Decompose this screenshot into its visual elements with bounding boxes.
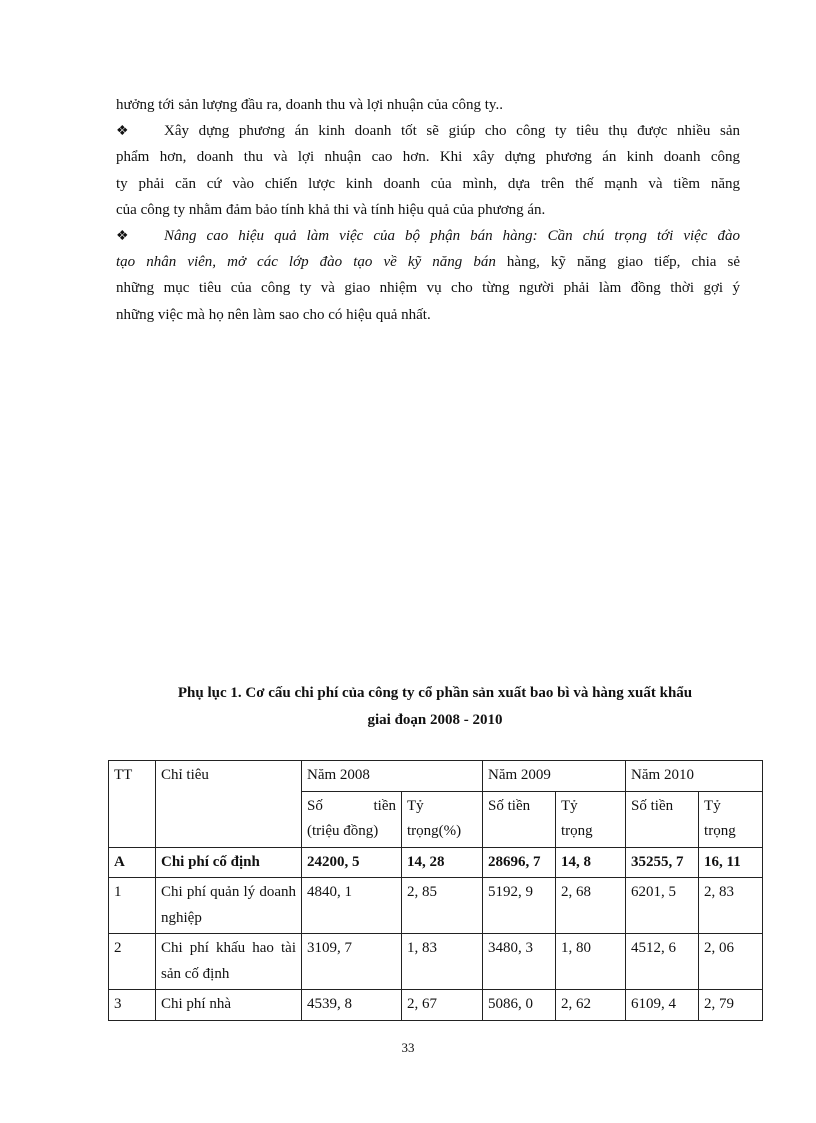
bullet-paragraph-line: ❖ Xây dựng phương án kinh doanh tốt sẽ giúp cho công ty tiêu thụ được nhiều sản (116, 118, 740, 144)
diamond-bullet-icon: ❖ (116, 228, 129, 244)
cell-value-2010: 6201, 5 (626, 878, 699, 934)
cell-percent-2008: 2, 85 (402, 878, 483, 934)
table-row (109, 990, 763, 1021)
body-text (116, 92, 740, 328)
cell-chi-tieu: Chi phí cố định (156, 847, 302, 878)
subheader-ty-trong-2008: Tỷ trọng(%) (402, 791, 483, 847)
cell-percent-2010: 16, 11 (699, 847, 763, 878)
caption-line-1: Phụ lục 1. Cơ cấu chi phí của công ty cổ phần sản xuất bao bì và hàng xuất khẩu (177, 685, 693, 701)
table-row (109, 847, 763, 878)
header-tt: TT (109, 761, 156, 848)
cell-value-2010: 35255, 7 (626, 847, 699, 878)
cell-percent-2008: 2, 67 (402, 990, 483, 1021)
cell-tt: 2 (109, 934, 156, 990)
paragraph-line: phẩm hơn, doanh thu và lợi nhuận cao hơn. Khi xây dựng phương án kinh doanh công (116, 149, 740, 166)
cell-chi-tieu: Chi phí quản lý doanh nghiệp (156, 878, 302, 934)
diamond-bullet-icon: ❖ (116, 124, 129, 140)
header-chi-tieu: Chỉ tiêu (156, 761, 302, 848)
bullet-paragraph-line: ❖ Nâng cao hiệu quả làm việc của bộ phận bán hàng: Cần chú trọng tới việc đào (116, 223, 740, 249)
cell-value-2009: 5086, 0 (483, 990, 556, 1021)
cell-tt: A (109, 847, 156, 878)
cell-tt: 1 (109, 878, 156, 934)
cost-structure-table (108, 760, 763, 1021)
cell-percent-2009: 2, 68 (556, 878, 626, 934)
header-year-2008: Năm 2008 (302, 761, 483, 792)
cell-value-2008: 4539, 8 (302, 990, 402, 1021)
table-caption (108, 680, 762, 734)
cell-value-2008: 24200, 5 (302, 847, 402, 878)
cell-value-2009: 5192, 9 (483, 878, 556, 934)
subheader-ty-trong-2010: Tỷ trọng (699, 791, 763, 847)
table-header-row (109, 761, 763, 792)
cell-value-2009: 3480, 3 (483, 934, 556, 990)
table-row (109, 878, 763, 934)
table-row (109, 934, 763, 990)
paragraph-line: những việc mà họ nên làm sao cho có hiệu quả nhất. (116, 306, 431, 323)
cell-chi-tieu: Chi phí nhà (156, 990, 302, 1021)
cell-percent-2009: 14, 8 (556, 847, 626, 878)
paragraph-line: hưởng tới sản lượng đầu ra, doanh thu và lợi nhuận của công ty.. (116, 97, 503, 113)
paragraph-line: ty phải căn cứ vào chiến lược kinh doanh của mình, dựa trên thế mạnh và tiềm năng (116, 175, 740, 192)
cell-value-2010: 4512, 6 (626, 934, 699, 990)
page-number: 33 (401, 1040, 415, 1055)
cell-percent-2008: 1, 83 (402, 934, 483, 990)
cell-percent-2009: 2, 62 (556, 990, 626, 1021)
header-year-2009: Năm 2009 (483, 761, 626, 792)
cell-value-2010: 6109, 4 (626, 990, 699, 1021)
cell-tt: 3 (109, 990, 156, 1021)
cell-value-2008: 3109, 7 (302, 934, 402, 990)
cell-percent-2010: 2, 06 (699, 934, 763, 990)
paragraph-line: những mục tiêu của công ty và giao nhiệm vụ cho từng người phải làm đồng thời gợi ý (116, 280, 740, 297)
subheader-so-tien-2010: Số tiền (626, 791, 699, 847)
caption-line-2: giai đoạn 2008 - 2010 (367, 712, 503, 728)
cell-percent-2009: 1, 80 (556, 934, 626, 990)
cell-percent-2008: 14, 28 (402, 847, 483, 878)
cell-value-2009: 28696, 7 (483, 847, 556, 878)
paragraph-line: của công ty nhằm đảm bảo tính khả thi và tính hiệu quả của phương án. (116, 201, 546, 218)
paragraph-line: tạo nhân viên, mở các lớp đào tạo về kỹ năng bán hàng, kỹ năng giao tiếp, chia sẻ (116, 254, 740, 271)
cell-value-2008: 4840, 1 (302, 878, 402, 934)
header-year-2010: Năm 2010 (626, 761, 763, 792)
cell-chi-tieu: Chi phí khấu hao tài sản cố định (156, 934, 302, 990)
subheader-so-tien-2009: Số tiền (483, 791, 556, 847)
cell-percent-2010: 2, 83 (699, 878, 763, 934)
cell-percent-2010: 2, 79 (699, 990, 763, 1021)
subheader-so-tien-2008: Số tiền (triệu đồng) (302, 791, 402, 847)
subheader-ty-trong-2009: Tỷ trọng (556, 791, 626, 847)
